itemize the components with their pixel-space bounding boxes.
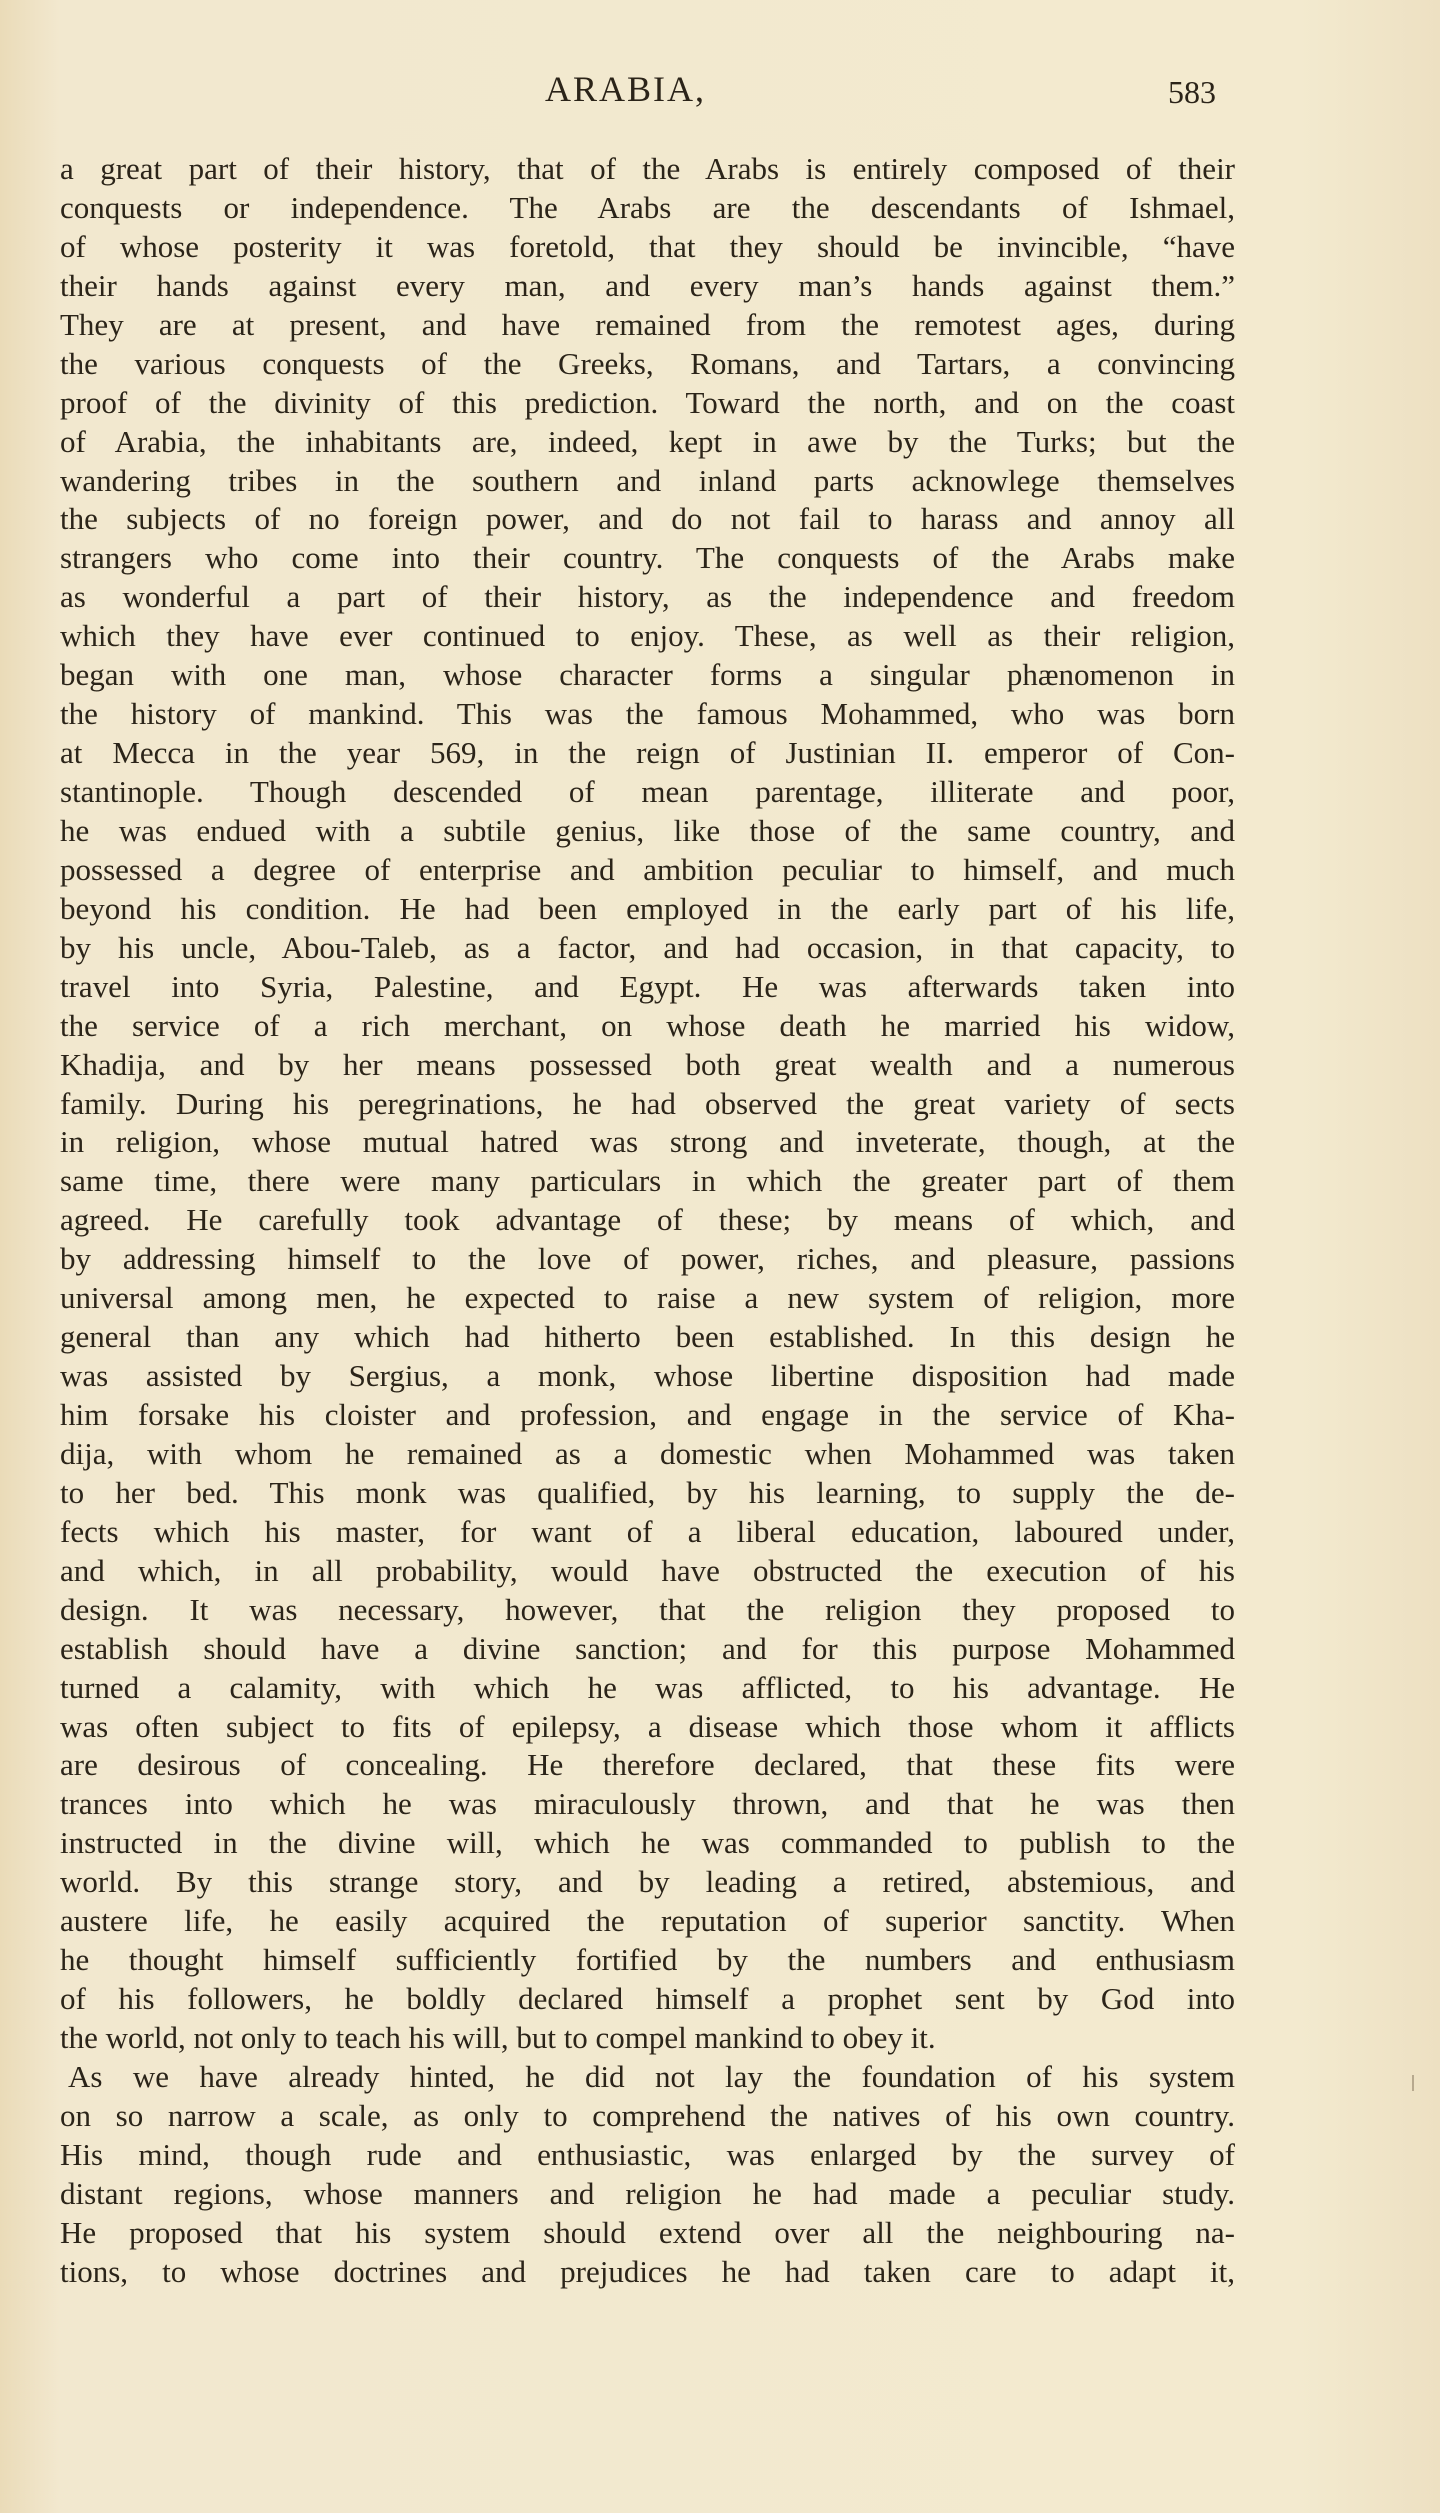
text-line: instructed in the divine will, which he was commanded to publish to the [60, 1825, 1235, 1861]
margin-mark [1412, 2075, 1414, 2091]
text-line: As we have already hinted, he did not lay the foundation of his system [68, 2058, 1235, 2094]
text-line: which they have ever continued to enjoy. These, as well as their religion, [60, 618, 1235, 654]
page-number: 583 [1168, 74, 1216, 110]
text-line: the various conquests of the Greeks, Romans, and Tartars, a convincing [60, 345, 1235, 381]
text-line: proof of the divinity of this prediction. Toward the north, and on the coast [60, 384, 1235, 420]
text-line: and which, in all probability, would have obstructed the execution of his [60, 1552, 1235, 1588]
text-line: by his uncle, Abou-Taleb, as a factor, and had occasion, in that capacity, to [60, 929, 1235, 965]
running-head-title: ARABIA, [545, 69, 707, 109]
text-line: a great part of their history, that of the Arabs is entirely composed of their [60, 151, 1235, 186]
text-line: of Arabia, the inhabitants are, indeed, kept in awe by the Turks; but the [60, 423, 1235, 459]
text-line: as wonderful a part of their history, as the independence and freedom [60, 579, 1235, 615]
text-line: His mind, though rude and enthusiastic, was enlarged by the survey of [60, 2136, 1235, 2172]
text-line: dija, with whom he remained as a domestic when Mohammed was taken [60, 1435, 1235, 1471]
text-line: They are at present, and have remained from the remotest ages, during [60, 306, 1235, 342]
text-line: strangers who come into their country. The conquests of the Arabs make [60, 540, 1235, 576]
text-line: began with one man, whose character forms a singular phænomenon in [60, 657, 1235, 693]
text-line: the subjects of no foreign power, and do not fail to harass and annoy all [60, 501, 1235, 537]
text-line: beyond his condition. He had been employed in the early part of his life, [60, 890, 1235, 926]
running-head [0, 68, 1440, 118]
text-line: conquests or independence. The Arabs are the descendants of Ishmael, [60, 189, 1235, 225]
text-line: was often subject to fits of epilepsy, a disease which those whom it afflicts [60, 1708, 1235, 1744]
text-line: of whose posterity it was foretold, that they should be invincible, “have [60, 228, 1235, 264]
text-line: their hands against every man, and every man’s hands against them.” [60, 267, 1235, 303]
text-line: distant regions, whose manners and religion he had made a peculiar study. [60, 2175, 1235, 2211]
text-line: He proposed that his system should extend over all the neighbouring na- [60, 2214, 1235, 2250]
text-line: the world, not only to teach his will, but to compel mankind to obey it. [60, 2020, 936, 2055]
text-line: austere life, he easily acquired the reputation of superior sanctity. When [60, 1903, 1235, 1939]
text-line: to her bed. This monk was qualified, by his learning, to supply the de- [60, 1474, 1235, 1510]
text-line: the history of mankind. This was the famous Mohammed, who was born [60, 696, 1235, 732]
text-line: fects which his master, for want of a liberal education, laboured under, [60, 1513, 1235, 1549]
text-line: of his followers, he boldly declared himself a prophet sent by God into [60, 1981, 1235, 2017]
text-line: universal among men, he expected to raise a new system of religion, more [60, 1280, 1235, 1316]
text-line: by addressing himself to the love of power, riches, and pleasure, passions [60, 1241, 1235, 1277]
text-line: the service of a rich merchant, on whose death he married his widow, [60, 1007, 1235, 1043]
text-line: in religion, whose mutual hatred was strong and inveterate, though, at the [60, 1124, 1235, 1160]
text-line: stantinople. Though descended of mean parentage, illiterate and poor, [60, 774, 1235, 809]
text-line: at Mecca in the year 569, in the reign of Justinian II. emperor of Con- [60, 735, 1235, 771]
body-text [60, 150, 1235, 2292]
text-line: agreed. He carefully took advantage of these; by means of which, and [60, 1202, 1235, 1238]
text-line: wandering tribes in the southern and inland parts acknowlege themselves [60, 462, 1235, 498]
text-line: turned a calamity, with which he was afflicted, to his advantage. He [60, 1669, 1235, 1705]
text-line: was assisted by Sergius, a monk, whose libertine disposition had made [60, 1358, 1235, 1394]
text-line: travel into Syria, Palestine, and Egypt. He was afterwards taken into [60, 968, 1235, 1004]
text-line: same time, there were many particulars in which the greater part of them [60, 1163, 1235, 1199]
text-line: possessed a degree of enterprise and ambition peculiar to himself, and much [60, 851, 1235, 887]
text-line: tions, to whose doctrines and prejudices he had taken care to adapt it, [60, 2253, 1235, 2289]
text-line: he was endued with a subtile genius, like those of the same country, and [60, 812, 1235, 848]
text-line: world. By this strange story, and by leading a retired, abstemious, and [60, 1864, 1235, 1900]
text-line: trances into which he was miraculously thrown, and that he was then [60, 1786, 1235, 1822]
text-line: family. During his peregrinations, he had observed the great variety of sects [60, 1085, 1235, 1121]
text-line: on so narrow a scale, as only to comprehend the natives of his own country. [60, 2097, 1235, 2133]
text-line: design. It was necessary, however, that the religion they proposed to [60, 1591, 1235, 1627]
text-line: him forsake his cloister and profession, and engage in the service of Kha- [60, 1397, 1235, 1432]
text-line: establish should have a divine sanction; and for this purpose Mohammed [60, 1630, 1235, 1666]
text-line: Khadija, and by her means possessed both great wealth and a numerous [60, 1046, 1235, 1082]
text-line: are desirous of concealing. He therefore declared, that these fits were [60, 1747, 1235, 1783]
text-line: general than any which had hitherto been established. In this design he [60, 1319, 1235, 1355]
text-line: he thought himself sufficiently fortified by the numbers and enthusiasm [60, 1942, 1235, 1978]
